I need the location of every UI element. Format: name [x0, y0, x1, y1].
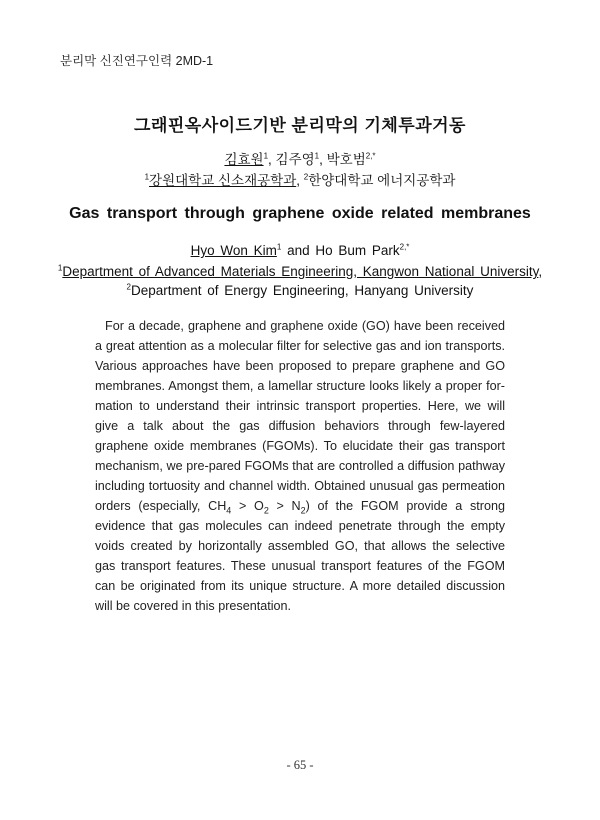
- subscript: 2: [300, 505, 306, 516]
- affiliation-superscript: 1: [144, 172, 150, 182]
- english-affiliation-2: [0, 283, 600, 298]
- affiliation-separator: ,: [296, 173, 304, 188]
- author-superscript: 1: [314, 151, 320, 161]
- affiliation-text: Department of Energy Engineering, Hanyang University: [131, 283, 474, 298]
- affiliation-superscript: 1: [57, 263, 63, 273]
- affiliation-text: Department of Advanced Materials Engineering, Kangwon National University: [62, 264, 539, 279]
- abstract-text: > O: [231, 499, 264, 513]
- korean-authors: [0, 148, 600, 168]
- session-label: 분리막 신진연구인력 2MD-1: [60, 54, 214, 68]
- author-superscript: 1: [276, 242, 282, 252]
- abstract: [95, 316, 505, 616]
- english-title: Gas transport through graphene oxide related membranes: [69, 205, 531, 222]
- author-separator: ,: [268, 152, 276, 167]
- author-name: 김주영: [275, 152, 315, 167]
- page-number: - 65 -: [286, 758, 314, 772]
- abstract-text: ) of the FGOM provide a strong evidence that gas molecules can indeed penetrate through the empty voids created by horizontally assembled GO, that allows the selective gas transport features. These unusual transport features of the FGOM can be originated from its unique structure. A more detailed discussion will be covered in this presentation.: [95, 499, 505, 613]
- affiliation-text: 강원대학교 신소재공학과: [149, 173, 297, 188]
- author-name: Hyo Won Kim: [190, 243, 277, 258]
- affiliation-superscript: 2: [126, 282, 131, 292]
- affiliation-superscript: 2: [303, 172, 309, 182]
- korean-title: 그래핀옥사이드기반 분리막의 기체투과거동: [134, 116, 466, 135]
- abstract-text: > N: [268, 499, 301, 513]
- author-separator: ,: [319, 152, 327, 167]
- english-affiliation-1: [0, 264, 600, 279]
- author-name: 박호범: [326, 152, 366, 167]
- abstract-paragraph: [95, 316, 505, 616]
- author-name: 김효원: [224, 152, 264, 167]
- english-authors: [0, 243, 600, 258]
- korean-affiliations: [0, 169, 600, 189]
- author-separator: and: [281, 243, 316, 258]
- affiliation-trail: ,: [538, 264, 543, 279]
- affiliation-text: 한양대학교 에너지공학과: [308, 173, 456, 188]
- author-name: Ho Bum Park: [315, 243, 400, 258]
- author-superscript: 2,*: [399, 242, 410, 252]
- abstract-text: For a decade, graphene and graphene oxide (GO) have been received a great attention as a molecular filter for selective gas and ion transports. Various approaches have been proposed to prepare graphene and GO membranes. Amongst them, a lamellar structure looks likely a proper for-mation to understand their intrinsic transport properties. Here, we will give a talk about the gas diffusion behaviors through few-layered graphene oxide membranes (FGOMs). To elucidate their gas transport mechanism, we pre-pared FGOMs that are controlled a diffusion pathway including tortuosity and channel width. Obtained unusual gas permeation orders (especially, CH: [95, 319, 505, 513]
- subscript: 4: [226, 505, 232, 516]
- author-superscript: 1: [263, 151, 269, 161]
- subscript: 2: [263, 505, 269, 516]
- author-superscript: 2,*: [365, 151, 376, 161]
